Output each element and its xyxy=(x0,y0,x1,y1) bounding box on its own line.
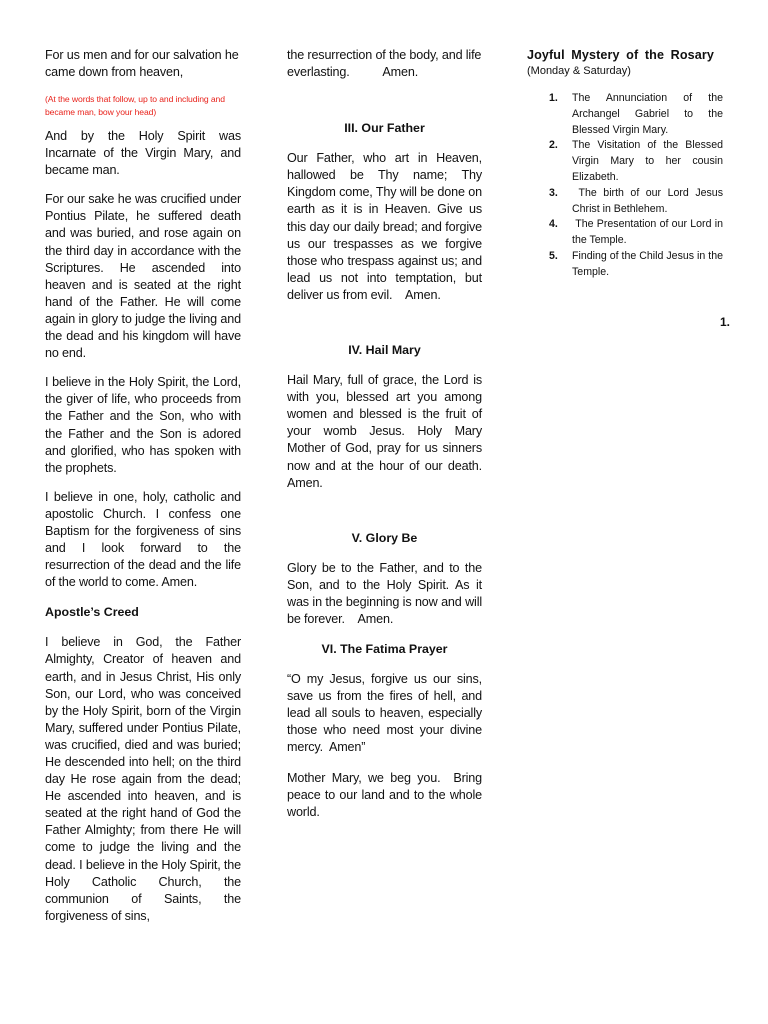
mystery-text: The Visitation of the Blessed Virgin Mary to her cousin Elizabeth. xyxy=(572,139,723,183)
joyful-mystery-title: Joyful Mystery of the Rosary xyxy=(527,48,714,62)
creed-paragraph-salvation: For us men and for our salvation he came down from heaven, xyxy=(45,48,239,80)
glory-be-heading: V. Glory Be xyxy=(351,530,418,545)
column-1 xyxy=(45,0,241,925)
creed-paragraph-incarnate: And by the Holy Spirit was Incarnate of the Virgin Mary, and became man. xyxy=(45,129,241,178)
bow-head-instruction: (At the words that follow, up to and including and became man, bow your head) xyxy=(45,94,225,117)
our-father-text: Our Father, who art in Heaven, hallowed be Thy name; Thy Kingdom come, Thy will be done on earth as it is in Heaven. Give us this day our daily bread; and forgive us our trespasses as we forgive those who trespass against us; and lead us not into temptation, but deliver us from evil. Amen. xyxy=(287,151,486,302)
mystery-text: Finding of the Child Jesus in the Temple. xyxy=(572,249,723,278)
mystery-item xyxy=(527,91,723,138)
mysteries-list xyxy=(527,91,726,281)
apostles-creed-heading: Apostle’s Creed xyxy=(45,605,139,620)
creed-paragraph-holy-spirit: I believe in the Holy Spirit, the Lord, the giver of life, who proceeds from the Father and the Son, who with the Father and the Son is adored and glorified, who has spoken with the prophets. xyxy=(45,375,241,475)
column-3 xyxy=(527,0,726,281)
hail-mary-heading: IV. Hail Mary xyxy=(348,343,421,358)
mystery-text: The Annunciation of the Archangel Gabriel to the Blessed Virgin Mary. xyxy=(572,92,723,136)
joyful-mystery-days: (Monday & Saturday) xyxy=(527,65,631,77)
fatima-prayer-text: “O my Jesus, forgive us our sins, save us from the fires of hell, and lead all souls to heaven, especially those who need most your divine mercy. Amen” xyxy=(287,672,486,755)
fatima-prayer-heading: VI. The Fatima Prayer xyxy=(321,642,448,657)
mystery-text: The Presentation of our Lord in the Temple. xyxy=(572,218,726,247)
glory-be-text: Glory be to the Father, and to the Son, and to the Holy Spirit. As it was in the beginning is now and will be forever. Amen. xyxy=(287,560,486,626)
mystery-number: 5. xyxy=(549,249,558,262)
mystery-number: 4. xyxy=(549,218,558,231)
mystery-item xyxy=(527,217,726,249)
mystery-number: 3. xyxy=(549,186,558,199)
apostles-creed-text: I believe in God, the Father Almighty, Creator of heaven and earth, and in Jesus Christ, His only Son, our Lord, who was conceived by the Holy Spirit, born of the Virgin Mary, suffered under Pontius Pilate, was crucified, died and was buried; He descended into hell; on the third day He rose again from the dead; He ascended into heaven, and is seated at the right hand of God the Father Almighty; from there He will come to judge the living and the dead. I believe in the Holy Spirit, the Holy Catholic Church, the communion of Saints, the forgiveness of sins, xyxy=(45,635,241,923)
our-father-heading: III. Our Father xyxy=(344,121,425,136)
creed-paragraph-church: I believe in one, holy, catholic and apostolic Church. I confess one Baptism for the forgiveness of sins and I look forward to the resurrection of the dead and the life of the world to come. Amen. xyxy=(45,489,241,590)
hail-mary-text: Hail Mary, full of grace, the Lord is with you, blessed art you among women and blessed is the fruit of your womb Jesus. Holy Mary Mother of God, pray for us sinners now and at the hour of our death. Amen. xyxy=(287,373,482,490)
page-number: 1. xyxy=(720,315,731,329)
creed-paragraph-crucified: For our sake he was crucified under Pontius Pilate, he suffered death and was buried, and rose again on the third day in accordance with the Scriptures. He ascended into heaven and is seated at the right hand of the Father. He will come again in glory to judge the living and the dead and his kingdom will have no end. xyxy=(45,192,241,361)
mystery-item xyxy=(527,138,723,185)
column-2 xyxy=(287,0,486,821)
mystery-number: 2. xyxy=(549,139,558,152)
mystery-item xyxy=(527,186,726,218)
mystery-number: 1. xyxy=(549,92,558,104)
mystery-text: The birth of our Lord Jesus Christ in Bethlehem. xyxy=(572,186,726,215)
creed-ending: the resurrection of the body, and life everlasting. Amen. xyxy=(287,48,485,80)
closing-prayer-text: Mother Mary, we beg you. Bring peace to our land and to the whole world. xyxy=(287,770,486,819)
mystery-item xyxy=(527,249,723,281)
